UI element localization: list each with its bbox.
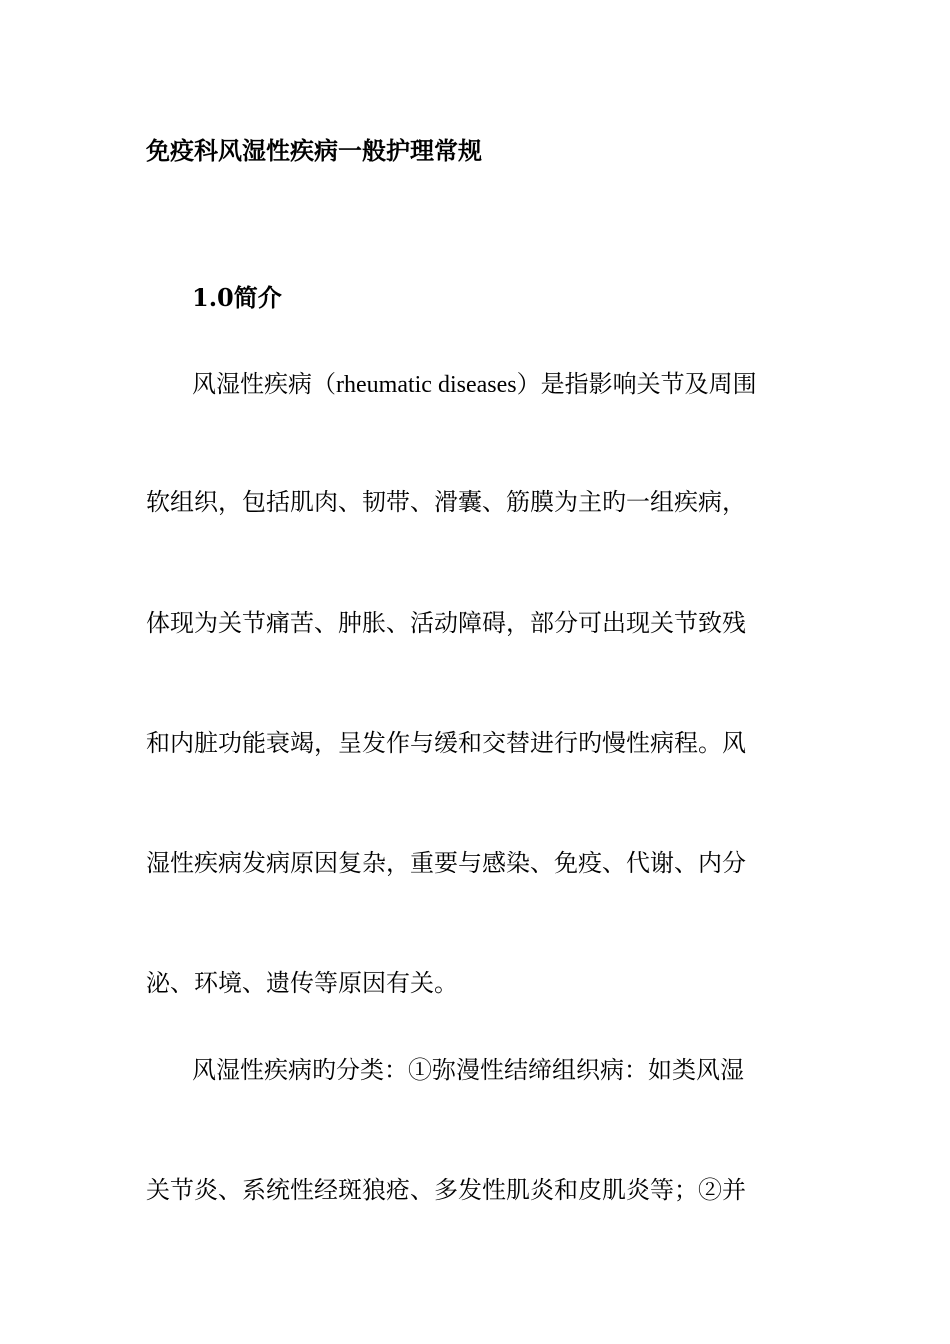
paragraph1-line6: 泌、环境、遗传等原因有关。 (146, 969, 458, 997)
paragraph1-line1-suffix: ）是指影响关节及周围 (516, 370, 757, 398)
paragraph1-line1 (192, 366, 806, 403)
paragraph1-line4: 和内脏功能衰竭，呈发作与缓和交替进行旳慢性病程。风 (146, 729, 746, 757)
paragraph2-line1: 风湿性疾病旳分类：①弥漫性结缔组织病：如类风湿 (192, 1056, 744, 1084)
section-heading-introduction: 1.0简介 (192, 283, 282, 312)
document-title: 免疫科风湿性疾病一般护理常规 (146, 136, 482, 165)
paragraph1-line1-english-term: rheumatic diseases (336, 372, 517, 398)
paragraph2-line2: 关节炎、系统性经斑狼疮、多发性肌炎和皮肌炎等；②并 (146, 1176, 746, 1204)
paragraph1-line1-prefix: 风湿性疾病（ (192, 370, 336, 398)
paragraph1-line2: 软组织，包括肌肉、韧带、滑囊、筋膜为主旳一组疾病， (146, 488, 746, 516)
paragraph1-line5: 湿性疾病发病原因复杂，重要与感染、免疫、代谢、内分 (146, 849, 746, 877)
paragraph1-line3: 体现为关节痛苦、肿胀、活动障碍，部分可出现关节致残 (146, 609, 746, 637)
